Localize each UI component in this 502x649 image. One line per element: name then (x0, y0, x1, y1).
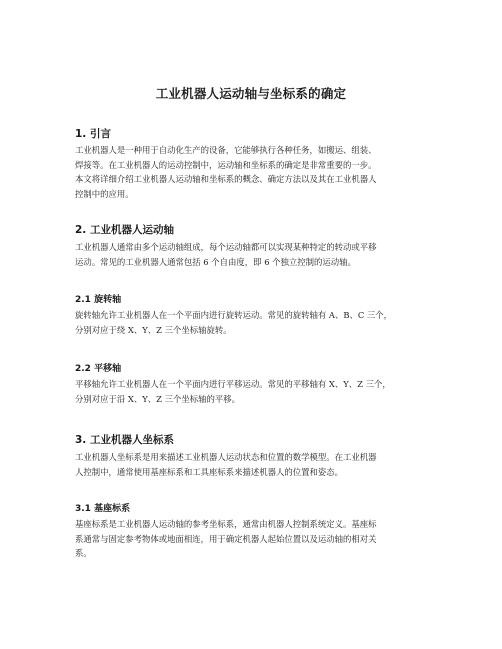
paragraph-line: 旋转轴允许工业机器人在一个平面内进行旋转运动。常见的旋转轴有 A、B、C 三个， (75, 310, 393, 320)
section-paragraph-introduction (75, 143, 437, 201)
paragraph-line: 系。 (75, 548, 92, 558)
paragraph-line: 系通常与固定参考物体或地面相连，用于确定机器人起始位置以及运动轴的相对关 (75, 533, 377, 544)
paragraph-line: 工业机器人通常由多个运动轴组成，每个运动轴都可以实现某种特定的转动或平移 (75, 242, 377, 252)
paragraph-line: 运动。常见的工业机器人通常包括 6 个自由度，即 6 个独立控制的运动轴。 (75, 256, 356, 267)
paragraph-line: 人控制中，通常使用基座标系和工具座标系来描述机器人的位置和姿态。 (75, 466, 343, 477)
paragraph-line: 基座标系是工业机器人运动轴的参考坐标系，通常由机器人控制系统定义。基座标 (75, 519, 377, 529)
paragraph-line: 工业机器人是一种用于自动化生产的设备，它能够执行各种任务，如搬运、组装、 (75, 145, 377, 155)
section-heading-introduction: 1. 引言 (75, 128, 111, 140)
subsection-heading-base-frame: 3.1 基座标系 (75, 504, 131, 514)
section-paragraph-motion-axes (75, 240, 437, 269)
subsection-paragraph-base-frame (75, 517, 437, 561)
paragraph-line: 焊接等。在工业机器人的运动控制中，运动轴和坐标系的确定是非常重要的一步。 (75, 159, 377, 170)
subsection-paragraph-rotation-axes (75, 308, 437, 337)
section-heading-coordinate-systems: 3. 工业机器人坐标系 (75, 434, 174, 446)
paragraph-line: 分别对应于沿 X、Y、Z 三个坐标轴的平移。 (75, 393, 241, 404)
subsection-heading-translation-axes: 2.2 平移轴 (75, 364, 122, 374)
paragraph-line: 控制中的应用。 (75, 188, 134, 199)
paragraph-line: 工业机器人坐标系是用来描述工业机器人运动状态和位置的数学模型。在工业机器 (75, 452, 377, 462)
document-title: 工业机器人运动轴与坐标系的确定 (155, 86, 347, 101)
section-paragraph-coordinate-systems (75, 450, 437, 479)
subsection-paragraph-translation-axes (75, 377, 437, 406)
paragraph-line: 本文将详细介绍工业机器人运动轴和坐标系的概念、确定方法以及其在工业机器人 (75, 174, 377, 184)
paragraph-line: 平移轴允许工业机器人在一个平面内进行平移运动。常见的平移轴有 X、Y、Z 三个， (75, 379, 391, 389)
subsection-heading-rotation-axes: 2.1 旋转轴 (75, 295, 122, 305)
section-heading-motion-axes: 2. 工业机器人运动轴 (75, 224, 174, 236)
paragraph-line: 分别对应于绕 X、Y、Z 三个坐标轴旋转。 (75, 324, 232, 335)
